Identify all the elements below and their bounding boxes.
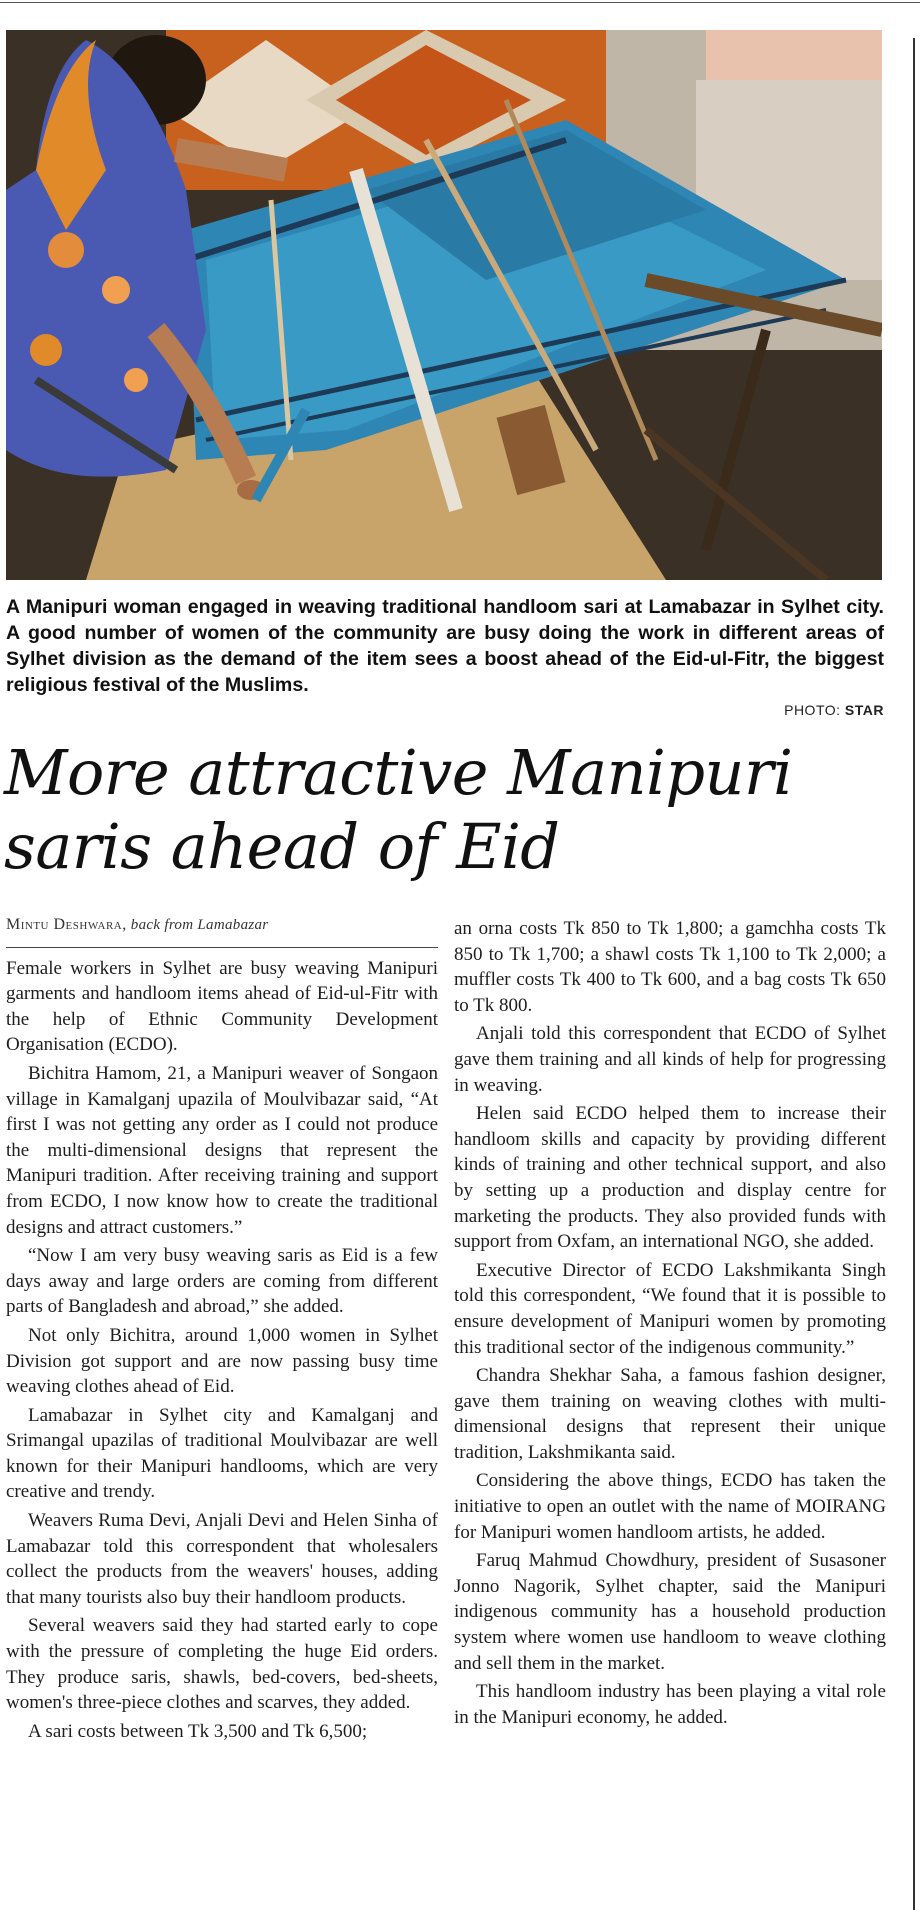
credit-source: STAR: [844, 702, 884, 718]
article-column-right: [454, 916, 886, 1733]
paragraph: Female workers in Sylhet are busy weaving Manipuri garments and handloom items ahead of Eid-ul-Fitr with the help of Ethnic Community Development Organisation (ECDO).: [6, 957, 438, 1056]
paragraph: A sari costs between Tk 3,500 and Tk 6,500;: [28, 1720, 368, 1742]
photo-caption: [6, 594, 884, 698]
paragraph: Anjali told this correspondent that ECDO of Sylhet gave them training and all kinds of help for progressing in weaving.: [454, 1023, 886, 1096]
paragraph: Considering the above things, ECDO has taken the initiative to open an outlet with the name of MOIRANG for Manipuri women handloom artists, he added.: [454, 1470, 886, 1543]
paragraph: This handloom industry has been playing a vital role in the Manipuri economy, he added.: [454, 1681, 886, 1728]
paragraph: Helen said ECDO helped them to increase their handloom skills and capacity by providing different kinds of training and other technical support, and also by setting up a production and display centre for marketing the products. They also provided funds with support from Oxfam, an international NGO, she added.: [454, 1103, 886, 1253]
byline: [6, 912, 438, 948]
paragraph: Faruq Mahmud Chowdhury, president of Susasoner Jonno Nagorik, Sylhet chapter, said the Manipuri indigenous community has a household production system where women use handloom to weave clothing and sell them in the market.: [454, 1550, 886, 1674]
caption-text: A Manipuri woman engaged in weaving traditional handloom sari at Lamabazar in Sylhet city. A good number of women of the community are busy doing the work in different areas of Sylhet division as the demand of the item sees a boost ahead of the Eid-ul-Fitr, the biggest religious festival of the Muslims.: [6, 596, 884, 696]
paragraph: Chandra Shekhar Saha, a famous fashion designer, gave them training on weaving clothes with multi-dimensional designs that represent their unique tradition, Lakshmikanta said.: [454, 1365, 886, 1463]
byline-location: back from Lamabazar: [130, 917, 269, 933]
article-column-left: [6, 912, 438, 1747]
paragraph: Several weavers said they had started early to cope with the pressure of completing the huge Eid orders. They produce saris, shawls, bed-covers, bed-sheets, women's three-piece clothes and scarves, they added.: [6, 1615, 438, 1714]
byline-author: Mintu Deshwara,: [6, 916, 127, 933]
paragraph: Lamabazar in Sylhet city and Kamalganj and Srimangal upazilas of traditional Moulvibazar are well known for their Manipuri handlooms, which are very creative and trendy.: [6, 1404, 438, 1503]
paragraph: an orna costs Tk 850 to Tk 1,800; a gamchha costs Tk 850 to Tk 1,700; a shawl costs Tk 1,100 to Tk 2,000; a muffler costs Tk 400 to Tk 600, and a bag costs Tk 650 to Tk 800.: [454, 918, 886, 1016]
paragraph: “Now I am very busy weaving saris as Eid is a few days away and large orders are coming from different parts of Bangladesh and abroad,” she added.: [6, 1245, 438, 1318]
paragraph: Executive Director of ECDO Lakshmikanta Singh told this correspondent, “We found that it is possible to ensure development of Manipuri women by promoting this traditional sector of the indigenous community.”: [454, 1259, 886, 1358]
photo-credit: [784, 702, 884, 718]
news-photo: [6, 30, 882, 580]
paragraph: Not only Bichitra, around 1,000 women in Sylhet Division got support and are now passing busy time weaving clothes ahead of Eid.: [6, 1324, 438, 1398]
headline: More attractive Manipuri saris ahead of Eid: [4, 736, 793, 883]
paragraph: Weavers Ruma Devi, Anjali Devi and Helen Sinha of Lamabazar told this correspondent that wholesalers collect the products from the weavers' houses, adding that many tourists also buy their handloom products.: [6, 1510, 438, 1608]
paragraph: Bichitra Hamom, 21, a Manipuri weaver of Songaon village in Kamalganj upazila of Moulvibazar said, “At first I was not getting any order as I could not produce the multi-dimensional designs that represent the Manipuri tradition. After receiving training and support from ECDO, I now know how to create the traditional designs and attract customers.”: [6, 1062, 438, 1238]
column-rule: [913, 38, 915, 1910]
top-rule: [0, 2, 920, 3]
loom-illustration: [6, 30, 882, 580]
credit-label: PHOTO:: [784, 702, 841, 718]
